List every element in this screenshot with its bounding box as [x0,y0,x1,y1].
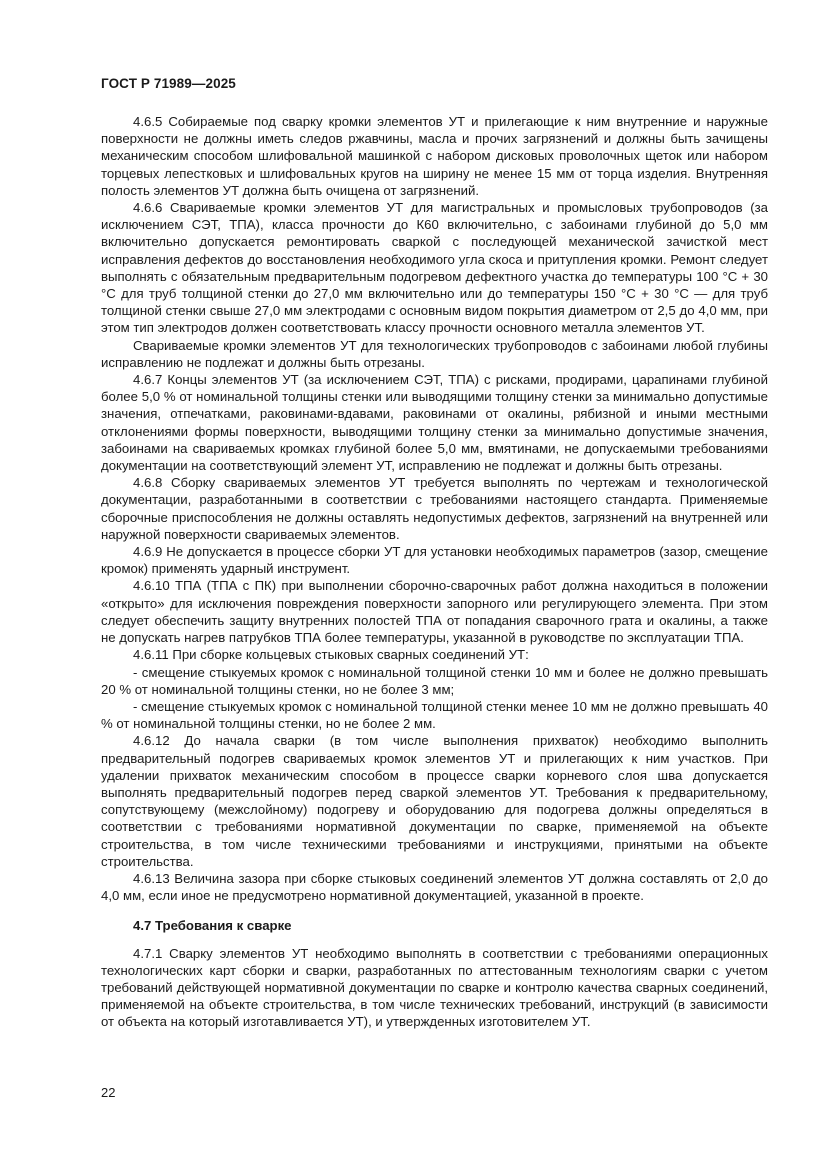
paragraph-4-6-7: 4.6.7 Концы элементов УТ (за исключением СЭТ, ТПА) с рисками, продирами, царапинами глубиной более 5,0 % от номинальной толщины стенки или выводящими толщину стенки за минимально допустимые значения, отпечатками, раковинами-вдавами, раковинами от окалины, рябизной и иными местными отклонениями формы поверхности, выводящими толщину стенки за минимально допустимые значения, забоинами на свариваемых кромках глубиной более 5,0 мм, вмятинами, не допускаемыми требованиями документации на соответствующий элемент УТ, исправлению не подлежат и должны быть отрезаны. [101,372,768,474]
page-number: 22 [101,1085,116,1100]
list-item-offset-under-10mm: - смещение стыкуемых кромок с номинальной толщиной стенки менее 10 мм не должно превышать 40 % от номинальной толщины стенки, но не более 2 мм. [101,698,768,732]
paragraph-tech-pipelines: Свариваемые кромки элементов УТ для технологических трубопроводов с забоинами любой глубины исправлению не подлежат и должны быть отрезаны. [101,337,768,370]
paragraph-4-7-1: 4.7.1 Сварку элементов УТ необходимо выполнять в соответствии с требованиями операционных технологических карт сборки и сварки, разработанных по аттестованным технологиям сварки с учетом требований действующей нормативной документации по сварке и контролю качества сварных соединений, применяемой на объекте строительства, в том числе технических требований, инструкций (в зависимости от объекта на который изготавливается УТ), и утвержденных изготовителем УТ. [101,945,768,1030]
document-body [101,113,768,1031]
paragraph-4-6-9: 4.6.9 Не допускается в процессе сборки УТ для установки необходимых параметров (зазор, смещение кромок) применять ударный инструмент. [101,544,768,577]
section-title-4-7: 4.7 Требования к сварке [133,918,292,934]
paragraph-4-6-6: 4.6.6 Свариваемые кромки элементов УТ для магистральных и промысловых трубопроводов (за исключением СЭТ, ТПА), класса прочности до К60 включительно, с забоинами глубиной до 5,0 мм включительно допускается ремонтировать сваркой с последующей механической зачисткой мест исправления дефектов до восстановления необходимого угла скоса и притупления кромки. Ремонт следует выполнять с обязательным предварительным подогревом дефектного участка до температуры 100 °С + 30 °С для труб толщиной стенки до 27,0 мм включительно или до температуры 150 °С + 30 °С — для труб толщиной стенки свыше 27,0 мм электродами с основным видом покрытия диаметром от 2,5 до 4,0 мм, при этом тип электродов должен соответствовать классу прочности основного металла элементов УТ. [101,200,768,336]
list-item-offset-10mm: - смещение стыкуемых кромок с номинальной толщиной стенки 10 мм и более не должно превышать 20 % от номинальной толщины стенки, но не более 3 мм; [101,664,768,697]
document-header: ГОСТ Р 71989—2025 [101,76,236,91]
paragraph-4-6-5: 4.6.5 Собираемые под сварку кромки элементов УТ и прилегающие к ним внутренние и наружные поверхности не должны иметь следов ржавчины, масла и прочих загрязнений и должны быть зачищены механическим способом шлифовальной машинкой с набором дисковых проволочных щеток или набором торцевых лепестковых и шлифовальных кругов на ширину не менее 15 мм от торца изделия. Внутренняя полость элементов УТ должна быть очищена от загрязнений. [101,114,768,198]
paragraph-4-6-13: 4.6.13 Величина зазора при сборке стыковых соединений элементов УТ должна составлять от 2,0 до 4,0 мм, если иное не предусмотрено нормативной документацией, указанной в проекте. [101,870,768,904]
paragraph-4-6-8: 4.6.8 Сборку свариваемых элементов УТ требуется выполнять по чертежам и технологической документации, разработанными в соответствии с требованиями настоящего стандарта. Применяемые сборочные приспособления не должны оставлять недопустимых дефектов, загрязнений на внутренней или наружной поверхности свариваемых элементов. [101,475,768,542]
paragraph-4-6-11: 4.6.11 При сборке кольцевых стыковых сварных соединений УТ: [133,647,529,663]
paragraph-4-6-10: 4.6.10 ТПА (ТПА с ПК) при выполнении сборочно-сварочных работ должна находиться в положении «открыто» для исключения повреждения поверхности запорного или регулирующего элемента. При этом следует обеспечить защиту внутренних полостей ТПА от попадания сварочного грата и окалины, а также не допускать нагрев патрубков ТПА более температуры, указанной в руководстве по эксплуатации ТПА. [101,578,768,646]
paragraph-4-6-12: 4.6.12 До начала сварки (в том числе выполнения прихваток) необходимо выполнить предварительный подогрев свариваемых кромок элементов УТ и прилегающих к ним участков. При удалении прихваток механическим способом в процессе сварки корневого слоя шва допускается выполнять предварительный подогрев перед сваркой элементов УТ. Требования к предварительному, сопутствующему (межслойному) подогреву и оборудованию для подогрева должны определяться в соответствии с требованиями нормативной документации по сварке, применяемой на объекте строительства, в том числе техническими требованиями и инструкциями, принятыми на объекте строительства. [101,733,768,869]
